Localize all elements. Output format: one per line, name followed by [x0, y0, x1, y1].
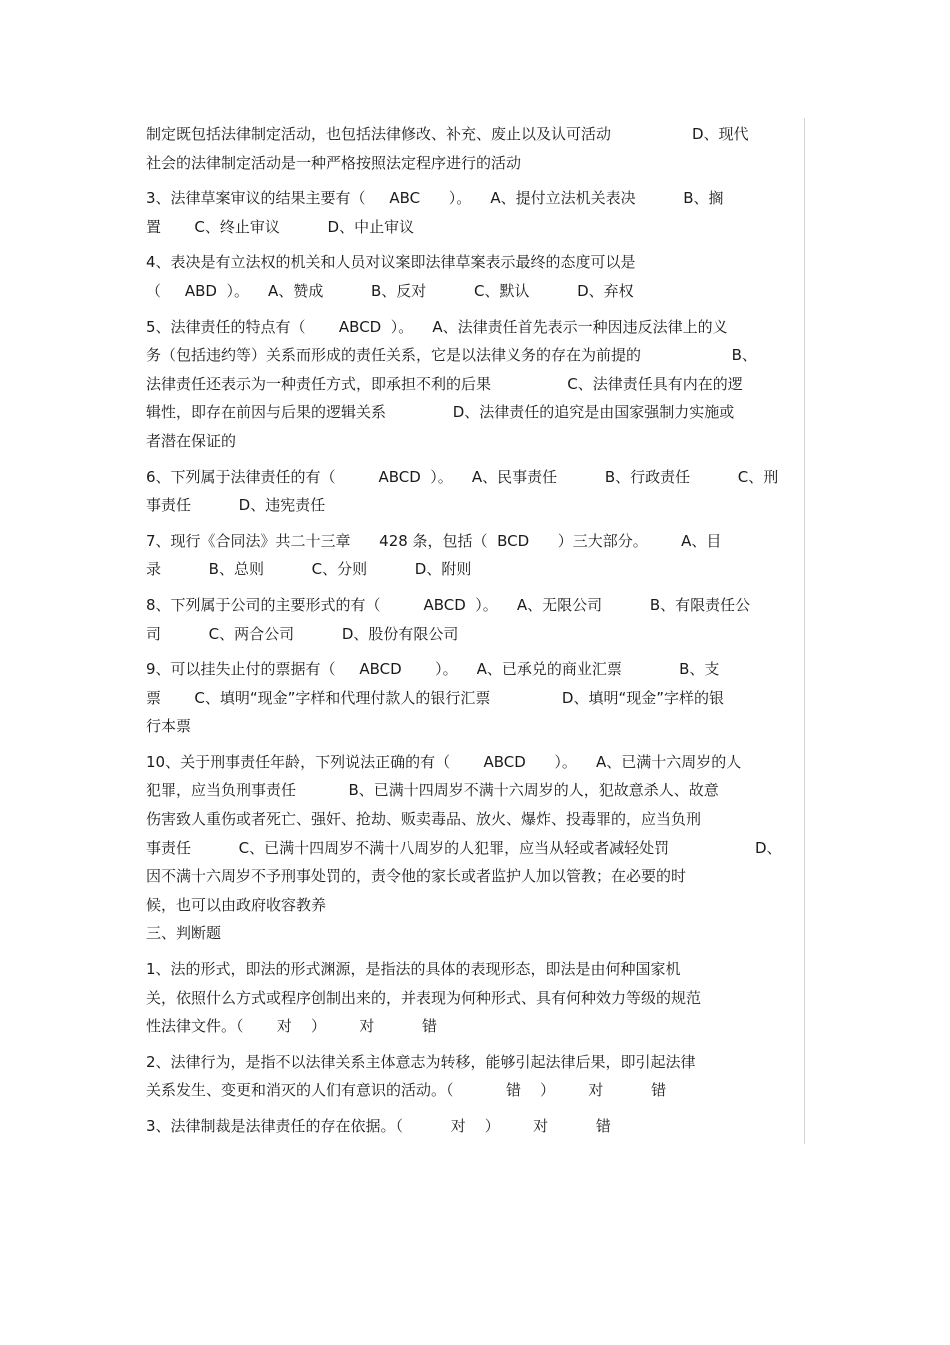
- paragraph-gap: [146, 584, 796, 591]
- text-line: 务（包括违约等）关系而形成的责任关系，它是以法律义务的存在为前提的 B、: [146, 346, 757, 365]
- paragraph-gap: [146, 648, 796, 655]
- paragraph: [146, 248, 796, 305]
- paragraph-gap: [146, 306, 796, 313]
- text-line: 1、法的形式，即法的形式渊源，是指法的具体的表现形态，即法是由何种国家机: [146, 960, 681, 979]
- paragraph: [146, 1112, 796, 1141]
- paragraph-gap: [146, 948, 796, 955]
- text-line: 置 C、终止审议 D、中止审议: [146, 217, 415, 236]
- paragraph: [146, 655, 796, 741]
- text-line: 候，也可以由政府收容教养: [146, 895, 327, 914]
- paragraph-gap: [146, 177, 796, 184]
- text-line: 3、法律制裁是法律责任的存在依据。（ 对 ） 对 错: [146, 1117, 611, 1135]
- text-line: 社会的法律制定活动是一种严格按照法定程序进行的活动: [146, 153, 522, 172]
- text-line: 者潜在保证的: [146, 431, 237, 450]
- text-line: 7、现行《合同法》共二十三章 428 条，包括（ BCD ）三大部分。 A、目: [146, 531, 722, 550]
- text-line: 司 C、两合公司 D、股份有限公司: [146, 624, 459, 643]
- paragraph-gap: [146, 241, 796, 248]
- document-page: [146, 120, 796, 1141]
- paragraph: [146, 463, 796, 520]
- text-line: 辑性，即存在前因与后果的逻辑关系 D、法律责任的追究是由国家强制力实施或: [146, 403, 735, 422]
- text-line: 性法律文件。（ 对 ） 对 错: [146, 1017, 438, 1036]
- text-line: 因不满十六周岁不予刑事处罚的，责令他的家长或者监护人加以管教；在必要的时: [146, 867, 687, 886]
- paragraph: [146, 527, 796, 584]
- margin-rule: [804, 118, 805, 1144]
- text-line: 8、下列属于公司的主要形式的有（ ABCD ）。 A、无限公司 B、有限责任公: [146, 595, 751, 614]
- paragraph: [146, 184, 796, 241]
- text-line: 事责任 C、已满十四周岁不满十八周岁的人犯罪，应当从轻或者减轻处罚 D、: [146, 838, 782, 857]
- text-line: 行本票: [146, 717, 192, 736]
- text-line: 制定既包括法律制定活动，也包括法律修改、补充、废止以及认可活动 D、现代: [146, 125, 749, 143]
- text-line: 法律责任还表示为一种责任方式，即承担不利的后果 C、法律责任具有内在的逻: [146, 374, 743, 393]
- text-line: 伤害致人重伤或者死亡、强奸、抢劫、贩卖毒品、放火、爆炸、投毒罪的，应当负刑: [146, 810, 702, 829]
- paragraph: [146, 120, 796, 177]
- text-line: （ ABD ）。 A、赞成 B、反对 C、默认 D、弃权: [146, 281, 634, 300]
- text-line: 关系发生、变更和消灭的人们有意识的活动。（ 错 ） 对 错: [146, 1081, 667, 1100]
- text-line: 关，依照什么方式或程序创制出来的，并表现为何种形式、具有何种效力等级的规范: [146, 988, 702, 1007]
- paragraph: [146, 955, 796, 1041]
- paragraph: [146, 591, 796, 648]
- paragraph-gap: [146, 520, 796, 527]
- text-line: 事责任 D、违宪责任: [146, 496, 326, 515]
- text-line: 三、判断题: [146, 924, 222, 943]
- text-line: 9、可以挂失止付的票据有（ ABCD ）。 A、已承兑的商业汇票 B、支: [146, 660, 720, 679]
- text-line: 2、法律行为，是指不以法律关系主体意志为转移，能够引起法律后果，即引起法律: [146, 1052, 696, 1071]
- paragraph-gap: [146, 741, 796, 748]
- text-line: 犯罪，应当负刑事责任 B、已满十四周岁不满十六周岁的人，犯故意杀人、故意: [146, 781, 719, 800]
- text-line: 票 C、填明“现金”字样和代理付款人的银行汇票 D、填明“现金”字样的银: [146, 688, 725, 707]
- text-line: 录 B、总则 C、分则 D、附则: [146, 560, 472, 579]
- paragraph: [146, 1048, 796, 1105]
- paragraph-gap: [146, 1105, 796, 1112]
- text-line: 3、法律草案审议的结果主要有（ ABC ）。 A、提付立法机关表决 B、搁: [146, 189, 724, 208]
- paragraph: [146, 313, 796, 456]
- paragraph-gap: [146, 1041, 796, 1048]
- text-line: 4、表决是有立法权的机关和人员对议案即法律草案表示最终的态度可以是: [146, 253, 636, 272]
- text-line: 10、关于刑事责任年龄，下列说法正确的有（ ABCD ）。 A、已满十六周岁的人: [146, 752, 742, 771]
- text-line: 6、下列属于法律责任的有（ ABCD ）。 A、民事责任 B、行政责任 C、刑: [146, 467, 779, 486]
- text-line: 5、法律责任的特点有（ ABCD ）。 A、法律责任首先表示一种因违反法律上的义: [146, 317, 728, 336]
- paragraph: [146, 748, 796, 948]
- paragraph-gap: [146, 456, 796, 463]
